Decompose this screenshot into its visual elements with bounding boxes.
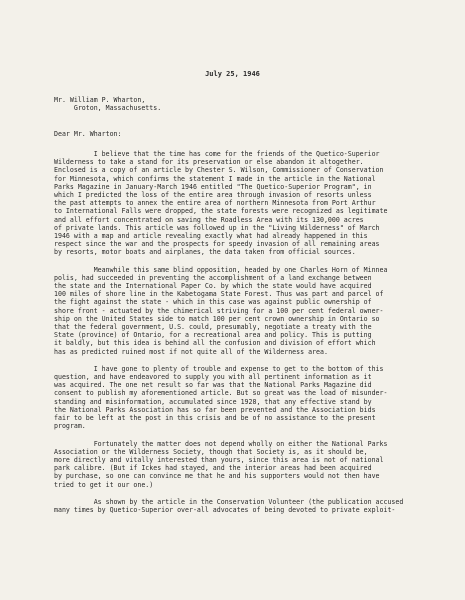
text-line: the National Parks Association has so far been prevented and the Association bids xyxy=(54,405,376,414)
text-line: 1946 with a map and article revealing exactly what had already happened in this xyxy=(54,232,368,241)
text-line: was acquired. The one net result so far was that the National Parks Magazine did xyxy=(54,381,372,390)
text-line: shore front - actuated by the chimerical striving for a 100 per cent federal owner- xyxy=(54,306,384,315)
text-line: of private lands. This article was followed up in the "Living Wilderness" of March xyxy=(54,223,380,232)
text-line: ship on the United States side to match 100 per cent crown ownership in Ontario so xyxy=(54,314,380,323)
text-line: the fight against the state - which in this case was against public ownership of xyxy=(54,298,372,307)
text-line: many times by Quetico-Superior over-all advocates of being devoted to private exploit- xyxy=(54,505,396,514)
text-line: for Minnesota, which confirms the statement I made in the article in the National xyxy=(54,174,376,183)
text-line: more directly and vitally interested than yours, since this area is not of national xyxy=(54,455,384,464)
text-line: respect since the war and the prospects for speedy invasion of all remaining areas xyxy=(54,240,380,249)
text-line: fair to be left at the post in this crisis and be of no assistance to the present xyxy=(54,414,376,423)
salutation: Dear Mr. Wharton: xyxy=(54,130,122,138)
recipient-address xyxy=(54,96,434,112)
text-line: the past attempts to annex the entire area of northern Minnesota from Port Arthur xyxy=(54,199,376,208)
text-line: 100 miles of shore line in the Kabetogama State Forest. Thus was part and parcel of xyxy=(54,290,384,299)
paragraph xyxy=(54,440,444,489)
text-line: Association or the Wilderness Society, though that Society is, as it should be, xyxy=(54,447,368,456)
letter-date: July 25, 1946 xyxy=(205,70,260,78)
text-line: that the federal government, U.S. could, presumably, negotiate a treaty with the xyxy=(54,323,372,332)
recipient-line: Groton, Massachusetts. xyxy=(54,104,162,113)
text-line: As shown by the article in the Conservation Volunteer (the publication accused xyxy=(54,497,404,506)
text-line: to International Falls were dropped, the state forests were recognized as legitimate xyxy=(54,207,388,216)
paragraph xyxy=(54,498,444,514)
paragraph xyxy=(54,150,444,257)
text-line: the state and the International Paper Co. by which the state would have acquired xyxy=(54,282,372,291)
text-line: State (province) of Ontario, for a recreational area and policy. This is putting xyxy=(54,331,372,340)
paragraph xyxy=(54,365,444,431)
recipient-line: Mr. William P. Wharton, xyxy=(54,96,146,104)
text-line: by purchase, so one can convince me that he and his supporters would not then have xyxy=(54,472,380,481)
text-line: by resorts, motor boats and airplanes, the data taken from official sources. xyxy=(54,248,356,257)
text-line: Meanwhile this same blind opposition, headed by one Charles Horn of Minneа xyxy=(54,265,388,274)
text-line: I believe that the time has come for the friends of the Quetico-Superior xyxy=(54,150,380,158)
text-line: polis, had succeeded in preventing the accomplishment of a land exchange between xyxy=(54,273,372,282)
text-line: consent to publish my aforementioned article. But so great was the load of misunder- xyxy=(54,389,388,398)
paragraph xyxy=(54,266,444,356)
text-line: park calibre. (But if Ickes had stayed, and the interior areas had been acquired xyxy=(54,464,372,473)
text-line: has as predicted ruined most if not quite all of the Wilderness area. xyxy=(54,347,328,356)
text-line: which I predicted the loss of the entire area through invasion of resorts unless xyxy=(54,191,372,200)
letter-body xyxy=(54,150,444,514)
text-line: I have gone to plenty of trouble and expense to get to the bottom of this xyxy=(54,364,384,373)
text-line: Wilderness to take a stand for its preservation or else abandon it altogether. xyxy=(54,158,364,167)
text-line: standing and misinformation, accumulated since 1928, that any effective stand by xyxy=(54,397,372,406)
text-line: Fortunately the matter does not depend wholly on either the National Parks xyxy=(54,439,388,448)
text-line: Parks Magazine in January-March 1946 entitled "The Quetico-Superior Program", in xyxy=(54,182,372,191)
text-line: Enclosed is a copy of an article by Chester S. Wilson, Commissioner of Conservation xyxy=(54,166,384,175)
text-line: and all effort concentrated on saving the Roadless Area with its 130,000 acres xyxy=(54,215,364,224)
text-line: question, and have endeavored to supply you with all pertinent information as it xyxy=(54,373,372,382)
text-line: it baldly, but this idea is behind all the confusion and division of effort which xyxy=(54,339,376,348)
text-line: tried to get it our one.) xyxy=(54,480,154,489)
text-line: program. xyxy=(54,422,86,431)
